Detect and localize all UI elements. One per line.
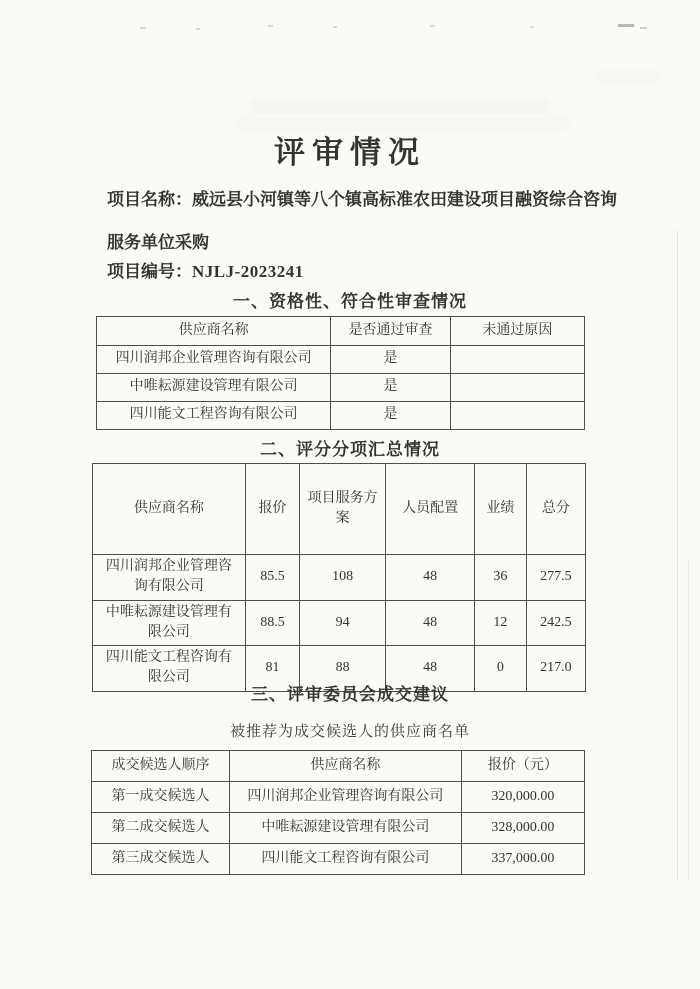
performance-score-cell: 0 bbox=[475, 646, 527, 692]
staffing-score-cell: 48 bbox=[386, 646, 475, 692]
supplier-name-cell: 中唯耘源建设管理有限公司 bbox=[230, 813, 462, 844]
supplier-name-cell: 四川润邦企业管理咨询有限公司 bbox=[93, 555, 246, 601]
header-service-plan-score: 项目服务方案 bbox=[300, 464, 386, 555]
scan-noise bbox=[640, 27, 647, 29]
scan-noise bbox=[333, 26, 337, 28]
page-title: 评审情况 bbox=[274, 135, 426, 170]
service-plan-score-cell: 88 bbox=[300, 646, 386, 692]
table-header-row bbox=[93, 464, 586, 555]
scan-noise bbox=[140, 27, 146, 29]
table-row bbox=[92, 813, 585, 844]
project-name-text: 威远县小河镇等八个镇高标准农田建设项目融资综合咨询 bbox=[192, 190, 617, 209]
reason-cell bbox=[450, 374, 584, 402]
header-pass-review: 是否通过审查 bbox=[331, 317, 451, 346]
scan-noise bbox=[268, 25, 273, 27]
table-row bbox=[93, 600, 586, 646]
staffing-score-cell: 48 bbox=[386, 555, 475, 601]
candidate-rank-cell: 第二成交候选人 bbox=[92, 813, 230, 844]
header-supplier-name: 供应商名称 bbox=[230, 751, 462, 782]
price-score-cell: 85.5 bbox=[245, 555, 299, 601]
supplier-name-cell: 四川能文工程咨询有限公司 bbox=[230, 844, 462, 875]
staffing-score-cell: 48 bbox=[386, 600, 475, 646]
bid-price-cell: 320,000.00 bbox=[461, 782, 584, 813]
header-staffing-score: 人员配置 bbox=[386, 464, 475, 555]
pass-cell: 是 bbox=[331, 374, 451, 402]
project-name-line2: 服务单位采购 bbox=[107, 233, 209, 252]
table-row bbox=[93, 555, 586, 601]
supplier-name-cell: 中唯耘源建设管理有限公司 bbox=[97, 374, 331, 402]
table-row bbox=[92, 844, 585, 875]
section3-heading: 三、评审委员会成交建议 bbox=[251, 685, 449, 704]
supplier-name-cell: 四川润邦企业管理咨询有限公司 bbox=[230, 782, 462, 813]
scan-edge-line bbox=[677, 230, 678, 880]
supplier-name-cell: 四川能文工程咨询有限公司 bbox=[93, 646, 246, 692]
service-plan-score-cell: 94 bbox=[300, 600, 386, 646]
reason-cell bbox=[450, 346, 584, 374]
header-candidate-rank: 成交候选人顺序 bbox=[92, 751, 230, 782]
header-price-score: 报价 bbox=[245, 464, 299, 555]
total-score-cell: 277.5 bbox=[526, 555, 585, 601]
project-name-line1 bbox=[107, 185, 637, 210]
qualification-table bbox=[96, 316, 585, 430]
table-row bbox=[92, 782, 585, 813]
project-name-label: 项目名称： bbox=[107, 190, 192, 209]
score-table bbox=[92, 463, 586, 692]
candidate-rank-cell: 第三成交候选人 bbox=[92, 844, 230, 875]
table-row bbox=[97, 402, 585, 430]
scan-noise bbox=[618, 24, 634, 27]
reason-cell bbox=[450, 402, 584, 430]
service-plan-score-cell: 108 bbox=[300, 555, 386, 601]
project-number-line bbox=[107, 257, 304, 282]
header-fail-reason: 未通过原因 bbox=[450, 317, 584, 346]
section2-heading: 二、评分分项汇总情况 bbox=[260, 440, 440, 459]
scan-noise bbox=[430, 25, 435, 27]
bleed-through-ghost bbox=[598, 72, 660, 81]
header-supplier-name: 供应商名称 bbox=[93, 464, 246, 555]
price-score-cell: 81 bbox=[245, 646, 299, 692]
table-header-row bbox=[97, 317, 585, 346]
project-number-label: 项目编号： bbox=[107, 262, 192, 281]
supplier-name-cell: 四川润邦企业管理咨询有限公司 bbox=[97, 346, 331, 374]
bleed-through-ghost bbox=[250, 100, 550, 113]
bid-price-cell: 337,000.00 bbox=[461, 844, 584, 875]
header-supplier-name: 供应商名称 bbox=[97, 317, 331, 346]
table-header-row bbox=[92, 751, 585, 782]
recommended-candidates-subtitle: 被推荐为成交候选人的供应商名单 bbox=[229, 724, 470, 740]
performance-score-cell: 36 bbox=[475, 555, 527, 601]
supplier-name-cell: 四川能文工程咨询有限公司 bbox=[97, 402, 331, 430]
total-score-cell: 217.0 bbox=[526, 646, 585, 692]
candidate-table bbox=[91, 750, 585, 875]
header-performance-score: 业绩 bbox=[475, 464, 527, 555]
supplier-name-cell: 中唯耘源建设管理有限公司 bbox=[93, 600, 246, 646]
scan-noise bbox=[196, 28, 200, 30]
bid-price-cell: 328,000.00 bbox=[461, 813, 584, 844]
pass-cell: 是 bbox=[331, 346, 451, 374]
performance-score-cell: 12 bbox=[475, 600, 527, 646]
candidate-rank-cell: 第一成交候选人 bbox=[92, 782, 230, 813]
header-total-score: 总分 bbox=[526, 464, 585, 555]
pass-cell: 是 bbox=[331, 402, 451, 430]
table-row bbox=[97, 346, 585, 374]
section1-heading: 一、资格性、符合性审查情况 bbox=[233, 292, 467, 311]
header-bid-price: 报价（元） bbox=[461, 751, 584, 782]
total-score-cell: 242.5 bbox=[526, 600, 585, 646]
project-number-value: NJLJ-2023241 bbox=[192, 262, 304, 281]
price-score-cell: 88.5 bbox=[245, 600, 299, 646]
table-row bbox=[97, 374, 585, 402]
scan-noise bbox=[530, 26, 534, 28]
